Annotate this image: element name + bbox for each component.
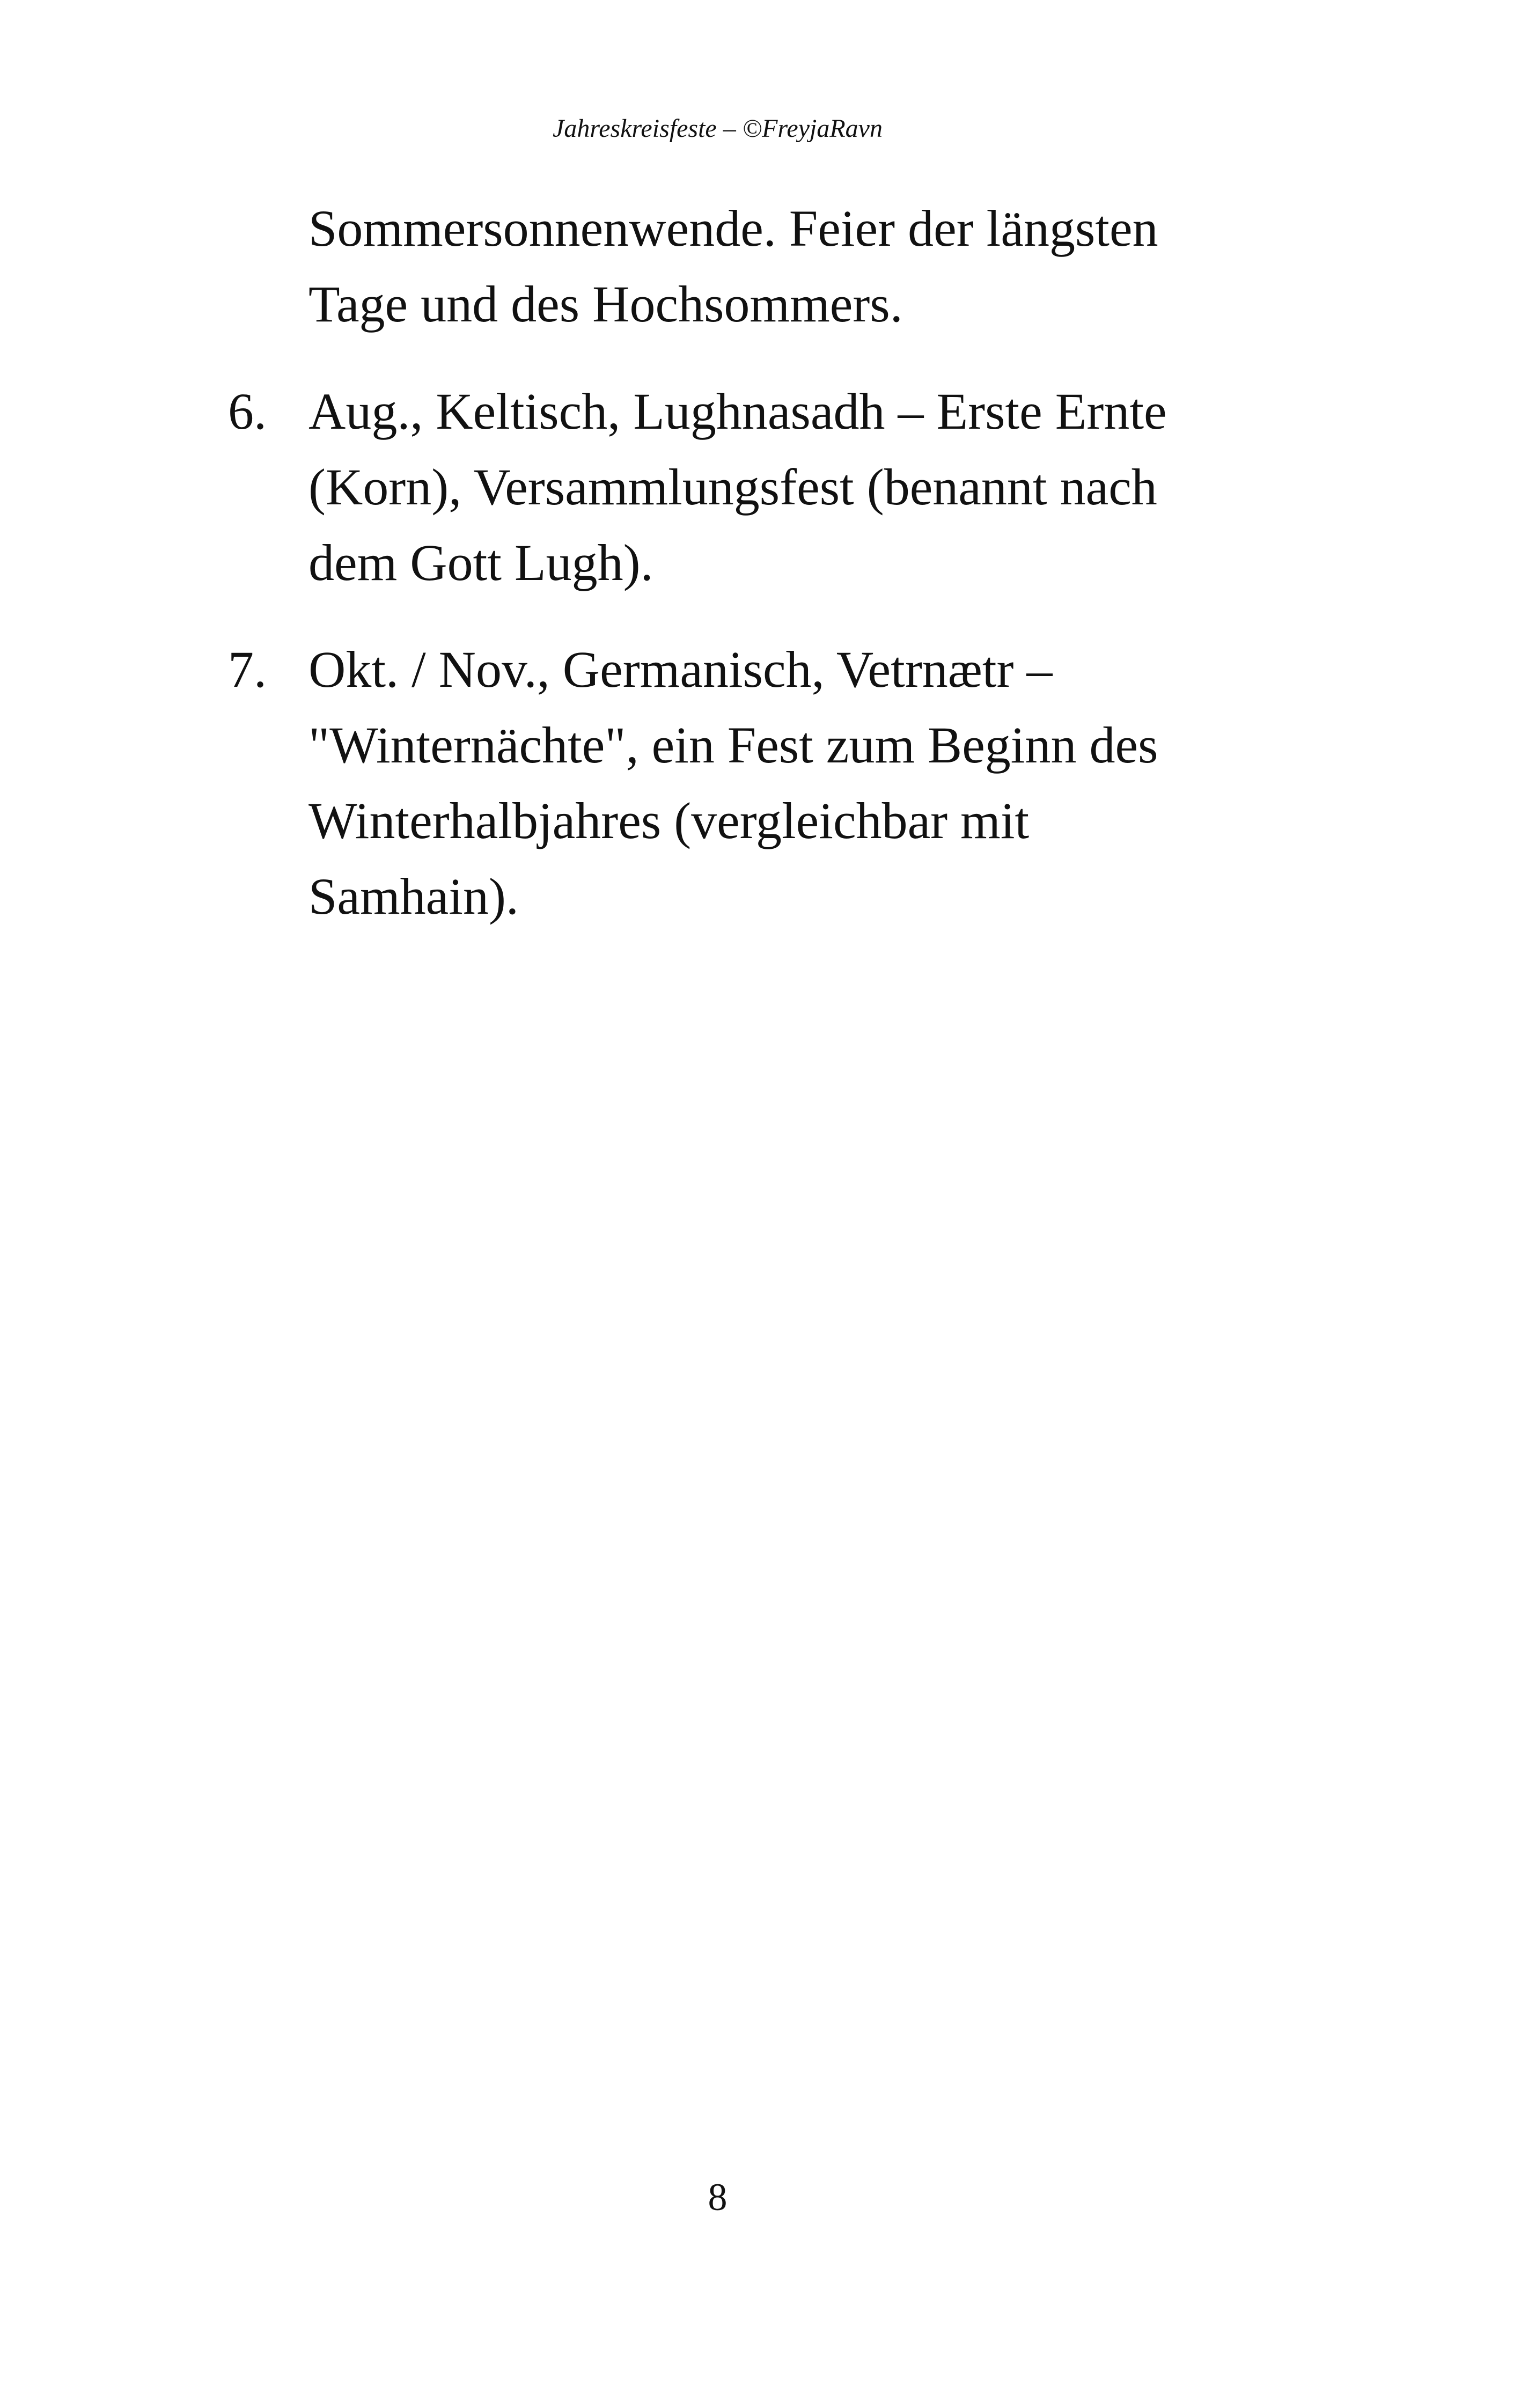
text-line: Tage und des Hochsommers. (308, 275, 903, 333)
text-line: Aug., Keltisch, Lughnasadh – Erste Ernte (308, 383, 1167, 440)
text-line: Sommersonnenwende. Feier der längsten (308, 200, 1158, 257)
continuation-paragraph (308, 190, 1328, 342)
text-line: (Korn), Versammlungsfest (benannt nach (308, 458, 1157, 516)
text-line: Okt. / Nov., Germanisch, Vetrnætr – (308, 641, 1053, 698)
text-line: "Winternächte", ein Fest zum Beginn des (308, 716, 1158, 774)
text-line: dem Gott Lugh). (308, 534, 653, 591)
running-header: Jahreskreisfeste – ©FreyjaRavn (553, 114, 883, 143)
text-line: Samhain). (308, 868, 519, 925)
list-item-text (308, 373, 1328, 600)
list-item-text (308, 632, 1328, 934)
list-item-number: 6. (228, 383, 267, 440)
page-number: 8 (708, 2176, 728, 2219)
text-line: Winterhalbjahres (vergleichbar mit (308, 792, 1030, 849)
list-item-number: 7. (228, 641, 267, 698)
